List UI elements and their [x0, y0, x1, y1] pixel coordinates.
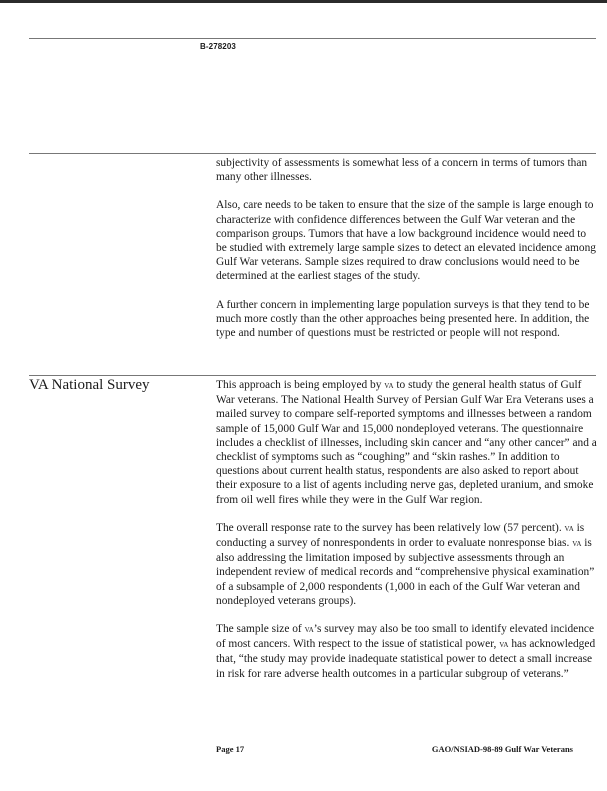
- va-survey-section: [216, 378, 598, 695]
- acronym: va: [572, 538, 582, 550]
- text-run: to study the general health status of Gulf War veterans. The National Health Survey of Persian Gulf War Era Veterans uses a mailed survey to compare self-reported symptoms and illnesses between a random sample of 15,000 Gulf War and 15,000 nondeployed veterans. The questionnaire includes a checklist of illnesses, including skin cancer and “any other cancer” and a checklist of symptoms such as “coughing” and “skin rashes.” In addition to questions about current health status, respondents are also asked to report about their exposure to a list of agents including nerve gas, depleted uranium, and smoke from oil well fires while they were in the Gulf War region.: [216, 379, 597, 506]
- section-divider-top: [29, 153, 596, 154]
- report-id: B-278203: [200, 42, 236, 51]
- acronym: va: [304, 624, 314, 636]
- paragraph: [216, 521, 598, 608]
- header-rule: [29, 38, 596, 39]
- scan-edge: [0, 0, 607, 3]
- paragraph: subjectivity of assessments is somewhat less of a concern in terms of tumors than many other illnesses.: [216, 157, 588, 184]
- report-title: GAO/NSIAD-98-89 Gulf War Veterans: [431, 744, 573, 754]
- text-run: has acknowledged that, “the study may provide inadequate statistical power to detect a small increase in risk for rare adverse health outcomes in a particular subgroup of veterans.”: [216, 638, 596, 680]
- continued-section: [216, 156, 598, 354]
- text-run: ’s survey may also be too small to identify elevated incidence of most cancers. With respect to the issue of statistical power,: [216, 623, 595, 651]
- text-run: The sample size of: [216, 623, 305, 636]
- text-run: The overall response rate to the survey has been relatively low (57 percent).: [216, 521, 565, 534]
- section-divider: [29, 375, 596, 376]
- paragraph: [216, 378, 598, 507]
- paragraph: A further concern in implementing large population surveys is that they tend to be much more costly than the other approaches being presented here. In addition, the type and number of questions must be restricted or people will not respond.: [216, 298, 590, 340]
- text-run: is also addressing the limitation imposed by subjective assessments through an independent review of medical records and “comprehensive physical examination” of a subsample of 2,000 respondents (1,000 in each of the Gulf War veteran and nondeployed veterans groups).: [216, 537, 595, 607]
- paragraph: Also, care needs to be taken to ensure that the size of the sample is large enough to characterize with confidence differences between the Gulf War veteran and the comparison groups. Tumors that have a low background incidence would need to be studied with extremely large sample sizes to detect an elevated incidence among Gulf War veterans. Sample sizes required to draw conclusions would need to be determined at the earliest stages of the study.: [216, 199, 596, 283]
- section-heading: VA National Survey: [29, 377, 150, 393]
- paragraph: [216, 622, 598, 681]
- acronym: va: [384, 380, 394, 391]
- text-run: is conducting a survey of nonrespondents in order to evaluate nonresponse bias.: [216, 521, 585, 550]
- page-number: Page 17: [216, 744, 245, 754]
- text-run: This approach is being employed by: [216, 379, 385, 391]
- acronym: va: [499, 639, 509, 651]
- acronym: va: [564, 522, 574, 534]
